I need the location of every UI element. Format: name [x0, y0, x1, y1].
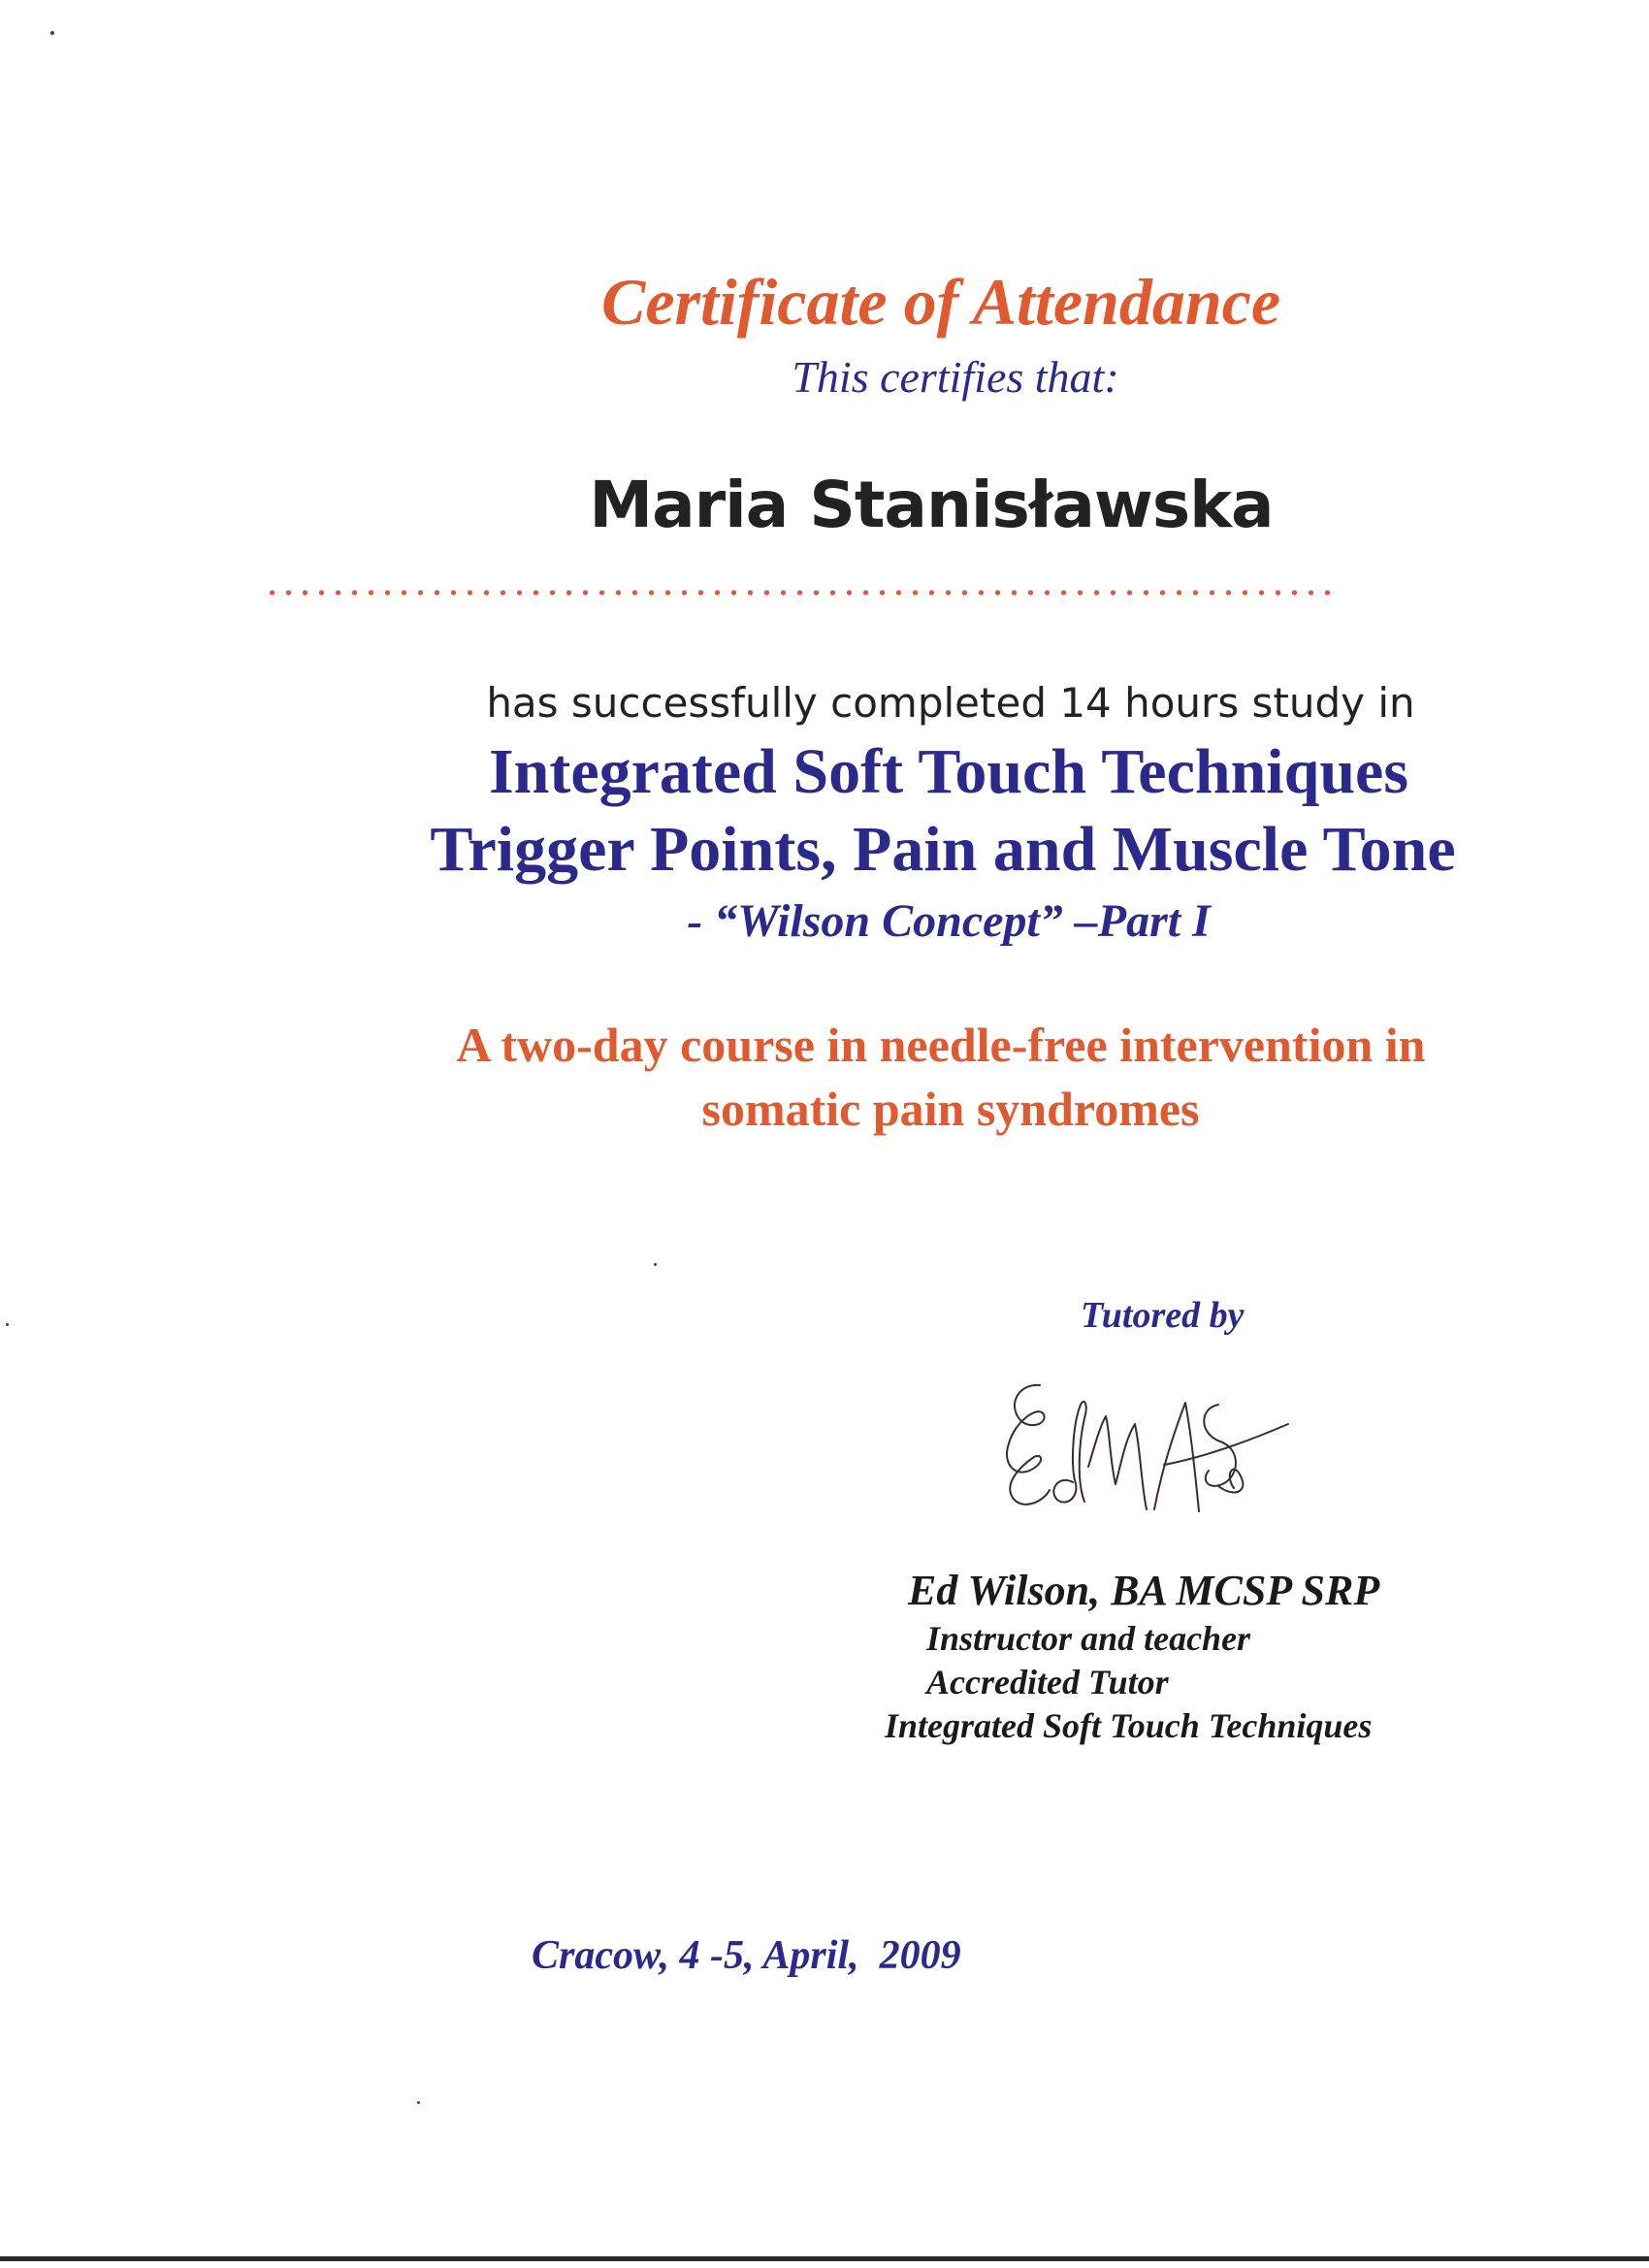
tutor-role-line-1: Instructor and teacher	[926, 1619, 1251, 1658]
recipient-name: Maria Stanisławska	[589, 468, 1274, 542]
scan-speck	[50, 31, 54, 35]
course-description-line-2: somatic pain syndromes	[701, 1082, 1200, 1136]
certifies-line: This certifies that:	[792, 352, 1119, 402]
course-title-line-2: Trigger Points, Pain and Muscle Tone	[430, 814, 1456, 885]
scan-speck	[6, 1323, 9, 1326]
scan-speck	[654, 1263, 657, 1266]
completion-statement: has successfully completed 14 hours study in	[486, 679, 1415, 727]
dotted-divider	[264, 590, 1336, 596]
course-description-line-1: A two-day course in needle-free intervention in	[456, 1018, 1426, 1072]
certificate-title: Certificate of Attendance	[600, 265, 1281, 339]
tutor-signature	[980, 1366, 1329, 1540]
tutored-by-label: Tutored by	[1081, 1295, 1245, 1336]
course-title-line-1: Integrated Soft Touch Techniques	[488, 736, 1409, 807]
place-and-date: Cracow, 4 -5, April, 2009	[532, 1933, 961, 1978]
course-subtitle: - “Wilson Concept” –Part I	[687, 895, 1211, 947]
page-bottom-edge	[0, 2256, 1649, 2261]
tutor-role-line-3: Integrated Soft Touch Techniques	[885, 1706, 1373, 1745]
scan-speck	[417, 2101, 420, 2104]
tutor-name: Ed Wilson, BA MCSP SRP	[908, 1567, 1380, 1614]
tutor-role-line-2: Accredited Tutor	[926, 1663, 1169, 1701]
